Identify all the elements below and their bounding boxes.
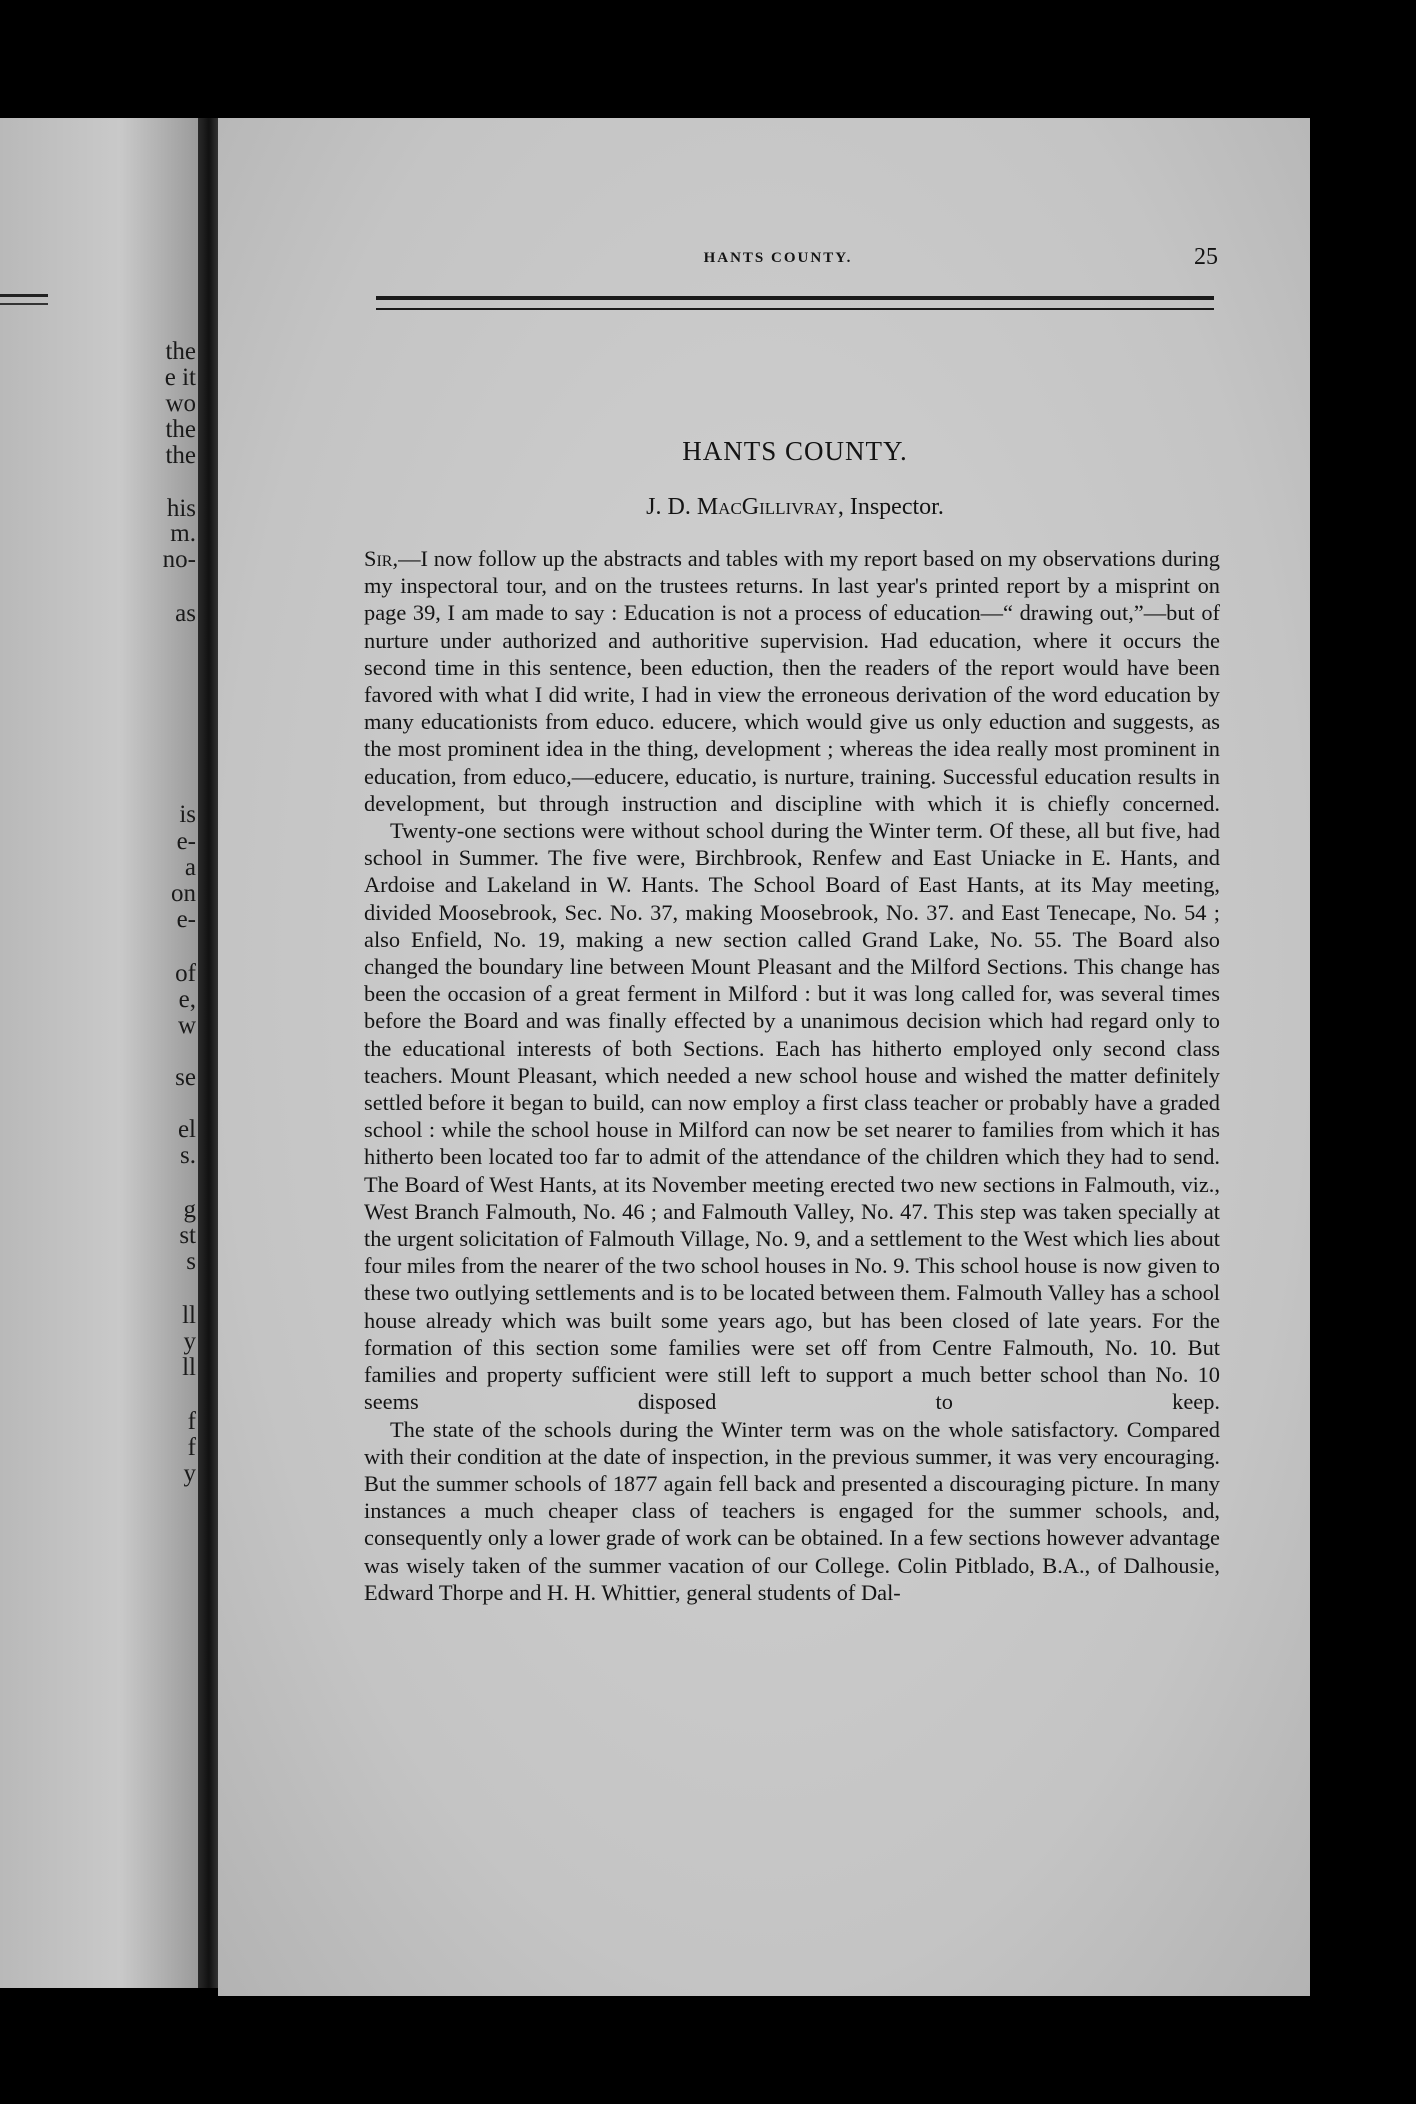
facing-page-fragment: no- (162, 546, 196, 573)
facing-page-fragment: ll (182, 1302, 196, 1329)
facing-page-left (0, 118, 200, 1988)
page-number: 25 (1194, 244, 1218, 270)
facing-page-fragment: the (165, 442, 196, 469)
paragraph-text: —I now follow up the abstracts and tables with my report based on my observations during my inspectoral tour, and on the trustees returns. In last year's printed report by a misprint on page 39, I am made to say : Education is not a process of education—“ drawing out,”—but of nurture under authorized and authoritive supervision. Had education, where it occurs the second time in this sentence, been eduction, then the readers of the report would have been favored with what I did write, I had in view the erroneous derivation of the word education by many educationists from educo. educere, which would give us only eduction and suggests, as the most prominent idea in the thing, development ; whereas the idea really most prominent in education, from educo,—educere, educatio, is nurture, training. Successful education results in development, but through instruction and discipline with which it is chiefly concerned. (364, 546, 1220, 816)
facing-page-fragment: s (186, 1248, 196, 1275)
facing-page-fragment: el (177, 1116, 196, 1143)
inspector-role: Inspector. (843, 494, 944, 520)
facing-page-fragment: y (183, 1328, 196, 1355)
facing-page-fragment: as (175, 600, 196, 627)
paragraph: The state of the schools during the Winter term was on the whole satisfactory. Compared with their condition at the date of inspection, in the previous summer, it was very encouraging. But the summer schools of 1877 again fell back and presented a discouraging picture. In many instances a much cheaper class of teachers is engaged for the summer schools, and, consequently only a lower grade of work can be obtained. In a few sections however advantage was wisely taken of the summer vacation of our College. Colin Pitblado, B.A., of Dalhousie, Edward Thorpe and H. H. Whittier, general students of Dal- (364, 1416, 1220, 1605)
facing-page-fragment: m. (170, 520, 196, 547)
facing-page-fragment: y (183, 1460, 196, 1487)
facing-page-fragment: a (184, 854, 196, 881)
facing-page-fragment: the (165, 416, 196, 443)
facing-page-fragment: se (175, 1064, 196, 1091)
paragraph (364, 545, 1220, 817)
book-gutter (198, 118, 220, 1988)
facing-page-fragment: e- (176, 828, 196, 855)
facing-page-fragment: e, (178, 986, 196, 1013)
facing-page-rule (0, 294, 48, 305)
facing-page-fragment: f (187, 1408, 196, 1435)
facing-page-fragment: s. (180, 1142, 196, 1169)
paragraph: Twenty-one sections were without school during the Winter term. Of these, all but five, had school in Summer. The five were, Birchbrook, Renfew and East Uniacke in E. Hants, and Ardoise and Lakeland in W. Hants. The School Board of East Hants, at its May meeting, divided Moosebrook, Sec. No. 37, making Moosebrook, No. 37. and East Tenecape, No. 54 ; also Enfield, No. 19, making a new section called Grand Lake, No. 55. The Board also changed the boundary line between Mount Pleasant and the Milford Sections. This change has been the occasion of a great ferment in Milford : but it was long called for, was several times before the Board and was finally effected by a unanimous decision which had regard only to the educational interests of both Sections. Each has hitherto employed only second class teachers. Mount Pleasant, which needed a new school house and wished the matter definitely settled before it began to build, can now employ a first class teacher or probably have a graded school : while the school house in Milford can now be set nearer to families from which it has hitherto been located too far to admit of the attendance of the children which they had to send. The Board of West Hants, at its November meeting erected two new sections in Falmouth, viz., West Branch Falmouth, No. 46 ; and Falmouth Valley, No. 47. This step was taken specially at the urgent solicitation of Falmouth Village, No. 9, and a settlement to the West which lies about four miles from the nearer of the two school houses in No. 9. This school house is now given to these two outlying settlements and is to be located between them. Falmouth Valley has a school house already which was built some years ago, but has been closed of late years. For the formation of this section some families were set off from Centre Falmouth, No. 10. But families and property sufficient were still left to support a much better school than No. 10 seems disposed to keep. (364, 818, 1220, 1415)
facing-page-fragment: e it (164, 364, 196, 391)
facing-page-fragment: ll (182, 1354, 196, 1381)
facing-page-fragment: e- (176, 906, 196, 933)
salutation: Sir, (364, 546, 399, 571)
facing-page-fragment: wo (165, 390, 196, 417)
header-double-rule (376, 296, 1214, 310)
section-title: HANTS COUNTY. (682, 436, 908, 466)
facing-page-fragment: w (177, 1012, 196, 1039)
report-body (364, 545, 1220, 1606)
facing-page-fragment: is (179, 801, 196, 828)
facing-page-fragment: f (187, 1434, 196, 1461)
running-head: HANTS COUNTY. (703, 250, 853, 266)
facing-page-fragment: st (179, 1222, 196, 1249)
facing-page-fragment: on (171, 880, 196, 907)
facing-page-fragment: of (175, 960, 196, 987)
inspector-name: J. D. MacGillivray, (646, 494, 844, 520)
document-page (218, 118, 1310, 1996)
inspector-byline (376, 494, 1214, 521)
facing-page-fragment: the (165, 338, 196, 365)
facing-page-fragment: his (166, 495, 196, 522)
facing-page-fragment: g (183, 1196, 196, 1223)
